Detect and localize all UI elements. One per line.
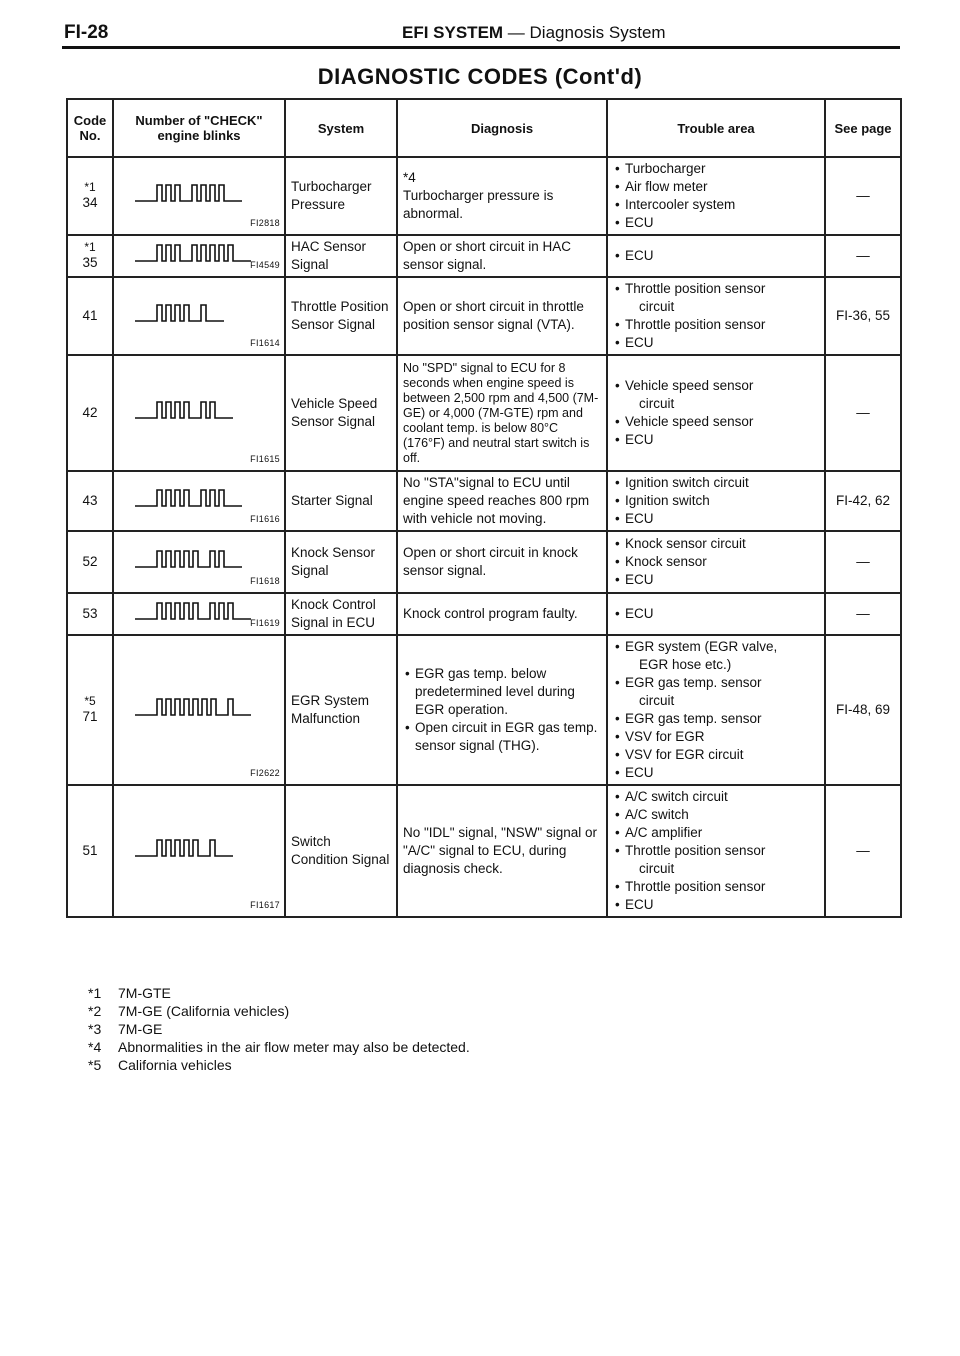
diagnosis-text: Open or short circuit in HAC sensor signal. [403, 239, 572, 272]
code-note: *5 [84, 693, 96, 708]
footnote-key: *3 [88, 1021, 102, 1037]
blink-cell [113, 355, 285, 471]
figure-id: FI1615 [250, 454, 280, 464]
diagnosis-cell [397, 471, 607, 531]
trouble-area-cell [607, 785, 825, 917]
figure-id: FI1614 [250, 338, 280, 348]
trouble-area-cell [607, 593, 825, 635]
code-number: 43 [82, 493, 98, 508]
diagnosis-list [403, 665, 601, 755]
trouble-area-cell [607, 635, 825, 785]
trouble-item: • A/C switch circuit [613, 788, 819, 806]
diagnosis-text: Open or short circuit in knock sensor signal. [403, 545, 578, 578]
code-number: 42 [82, 405, 98, 420]
trouble-item: • Knock sensor [613, 553, 819, 571]
diagnosis-text: No "IDL" signal, "NSW" signal or "A/C" signal to ECU, during diagnosis check. [403, 825, 597, 876]
trouble-item: circuit [639, 299, 675, 314]
system-cell: HAC Sensor Signal [285, 235, 397, 277]
system-cell: EGR System Malfunction [285, 635, 397, 785]
see-page-cell: FI-36, 55 [825, 277, 901, 355]
trouble-item: EGR hose etc.) [639, 657, 732, 672]
code-number: 41 [82, 308, 98, 323]
diagnosis-text: No "STA"signal to ECU until engine speed reaches 800 rpm with vehicle not moving. [403, 475, 590, 526]
footnote-text: 7M-GTE [118, 985, 171, 1001]
trouble-item: • Throttle position sensor [613, 280, 819, 298]
trouble-list [613, 535, 819, 589]
see-page-cell: — [825, 355, 901, 471]
trouble-area-cell [607, 355, 825, 471]
page-title: DIAGNOSTIC CODES (Cont'd) [317, 64, 643, 89]
trouble-item: • Ignition switch circuit [613, 474, 819, 492]
figure-id: FI1617 [250, 900, 280, 910]
trouble-item: • ECU [613, 431, 819, 449]
trouble-area-cell [607, 157, 825, 235]
system-cell: Turbocharger Pressure [285, 157, 397, 235]
trouble-list [613, 247, 819, 265]
figure-id: FI1618 [250, 576, 280, 586]
footnote-text: Abnormalities in the air flow meter may also be detected. [118, 1039, 470, 1055]
col-blinks: Number of "CHECK" engine blinks [113, 99, 285, 157]
trouble-area-cell [607, 235, 825, 277]
diagnosis-cell [397, 593, 607, 635]
blink-cell [113, 593, 285, 635]
blink-cell [113, 635, 285, 785]
trouble-item: • ECU [613, 214, 819, 232]
subsection-name: — Diagnosis System [503, 23, 666, 42]
trouble-item: • Throttle position sensor [613, 878, 819, 896]
blink-cell [113, 157, 285, 235]
trouble-list [613, 377, 819, 449]
diagnosis-text: Open or short circuit in throttle position sensor signal (VTA). [403, 299, 584, 332]
code-number: 53 [82, 606, 98, 621]
blink-pattern-icon [133, 484, 283, 510]
blink-pulse-line [135, 699, 251, 715]
diagnosis-text: Knock control program faulty. [403, 606, 578, 621]
trouble-item: • ECU [613, 510, 819, 528]
code-cell [67, 157, 113, 235]
system-cell: Knock Sensor Signal [285, 531, 397, 593]
trouble-item: • ECU [613, 605, 819, 623]
trouble-list [613, 160, 819, 232]
trouble-item: • ECU [613, 764, 819, 782]
diagnosis-cell [397, 531, 607, 593]
blink-pulse-line [135, 402, 233, 418]
trouble-item: • Throttle position sensor [613, 842, 819, 860]
figure-id: FI4549 [250, 260, 280, 270]
see-page-cell: — [825, 531, 901, 593]
blink-pattern-icon [133, 834, 283, 860]
trouble-area-cell [607, 531, 825, 593]
see-page-cell: FI-42, 62 [825, 471, 901, 531]
trouble-item: • ECU [613, 247, 819, 265]
trouble-item: • VSV for EGR circuit [613, 746, 819, 764]
diagnosis-text: No "SPD" signal to ECU for 8 seconds when engine speed is between 2,500 rpm and 4,500 (7M-GE) or 4,000 (7M-GTE) rpm and coolant temp. is below 80°C (176°F) and neutral start switch is off. [403, 360, 599, 465]
trouble-list [613, 605, 819, 623]
code-number: 34 [82, 194, 98, 210]
footnote-key: *5 [88, 1057, 102, 1073]
blink-pattern-icon [133, 179, 283, 205]
trouble-item: • Turbocharger [613, 160, 819, 178]
blink-pulse-line [135, 305, 224, 321]
system-cell: Knock Control Signal in ECU [285, 593, 397, 635]
trouble-item: • EGR gas temp. sensor [613, 710, 819, 728]
footnote [88, 1038, 470, 1056]
footnote-text: California vehicles [118, 1057, 232, 1073]
trouble-item: • Throttle position sensor [613, 316, 819, 334]
footnote [88, 1056, 470, 1074]
trouble-item: • EGR gas temp. sensor [613, 674, 819, 692]
code-cell [67, 235, 113, 277]
table-row [67, 355, 901, 471]
trouble-list [613, 474, 819, 528]
trouble-area-cell [607, 277, 825, 355]
see-page-cell: — [825, 235, 901, 277]
diagnosis-note: *4 [403, 170, 416, 185]
table-row [67, 277, 901, 355]
figure-id: FI1616 [250, 514, 280, 524]
table-row [67, 531, 901, 593]
see-page-cell: — [825, 157, 901, 235]
footnote-key: *4 [88, 1039, 102, 1055]
see-page-cell: — [825, 593, 901, 635]
diagnosis-cell [397, 235, 607, 277]
diagnosis-cell [397, 635, 607, 785]
trouble-item: • VSV for EGR [613, 728, 819, 746]
trouble-item: • Vehicle speed sensor [613, 413, 819, 431]
blink-cell [113, 785, 285, 917]
page-header [62, 18, 900, 49]
trouble-item: • Vehicle speed sensor [613, 377, 819, 395]
code-note: *1 [84, 179, 96, 194]
trouble-area-cell [607, 471, 825, 531]
code-cell [67, 785, 113, 917]
diagnosis-cell [397, 157, 607, 235]
blink-pulse-line [135, 551, 242, 567]
trouble-item: • A/C switch [613, 806, 819, 824]
code-cell [67, 471, 113, 531]
see-page-cell: — [825, 785, 901, 917]
code-cell [67, 531, 113, 593]
table-row [67, 157, 901, 235]
diagnosis-cell [397, 277, 607, 355]
footnote [88, 1002, 470, 1020]
blink-pattern-icon [133, 693, 283, 719]
trouble-item: circuit [639, 861, 675, 876]
blink-pulse-line [135, 840, 233, 856]
system-cell: Switch Condition Signal [285, 785, 397, 917]
code-number: 52 [82, 554, 98, 569]
code-number: 35 [82, 254, 98, 270]
blink-pattern-icon [133, 396, 283, 422]
blink-cell [113, 531, 285, 593]
table-header-row [67, 99, 901, 157]
page-number: FI-28 [64, 22, 109, 43]
table-row [67, 593, 901, 635]
diagnosis-text: Turbocharger pressure is abnormal. [403, 188, 554, 221]
system-cell: Starter Signal [285, 471, 397, 531]
blink-pattern-icon [133, 545, 283, 571]
trouble-list [613, 638, 819, 782]
blink-pulse-line [135, 185, 242, 201]
code-cell [67, 635, 113, 785]
trouble-list [613, 280, 819, 352]
col-system: System [285, 99, 397, 157]
col-code: Code No. [67, 99, 113, 157]
col-trouble-area: Trouble area [607, 99, 825, 157]
footnote-key: *1 [88, 985, 102, 1001]
blink-cell [113, 277, 285, 355]
trouble-item: circuit [639, 396, 675, 411]
diagnosis-item: • EGR gas temp. below predetermined level during EGR operation. [403, 665, 601, 719]
diagnosis-cell [397, 785, 607, 917]
code-number: 51 [82, 843, 98, 858]
code-number: 71 [82, 708, 98, 724]
footnote [88, 1020, 470, 1038]
trouble-item: • Ignition switch [613, 492, 819, 510]
blink-pattern-icon [133, 299, 283, 325]
code-note: *1 [84, 239, 96, 254]
footnote-key: *2 [88, 1003, 102, 1019]
trouble-item: • A/C amplifier [613, 824, 819, 842]
figure-id: FI2818 [250, 218, 280, 228]
see-page-cell: FI-48, 69 [825, 635, 901, 785]
section-title [402, 23, 666, 43]
code-cell [67, 355, 113, 471]
figure-id: FI2622 [250, 768, 280, 778]
col-see-page: See page [825, 99, 901, 157]
trouble-list [613, 788, 819, 914]
code-cell [67, 593, 113, 635]
diagnostic-codes-table [66, 98, 902, 918]
footnote-text: 7M-GE (California vehicles) [118, 1003, 290, 1019]
footnote-text: 7M-GE [118, 1021, 163, 1037]
trouble-item: • ECU [613, 571, 819, 589]
trouble-item: • Knock sensor circuit [613, 535, 819, 553]
trouble-item: • Air flow meter [613, 178, 819, 196]
table-row [67, 235, 901, 277]
blink-cell [113, 235, 285, 277]
figure-id: FI1619 [250, 618, 280, 628]
system-cell: Vehicle Speed Sensor Signal [285, 355, 397, 471]
system-cell: Throttle Position Sensor Signal [285, 277, 397, 355]
table-row [67, 785, 901, 917]
footnotes [88, 984, 470, 1074]
footnote [88, 984, 470, 1002]
blink-pulse-line [135, 490, 242, 506]
table-row [67, 471, 901, 531]
trouble-item: circuit [639, 693, 675, 708]
blink-cell [113, 471, 285, 531]
code-cell [67, 277, 113, 355]
section-name: EFI SYSTEM [402, 23, 504, 42]
blink-pulse-line [135, 245, 251, 261]
col-diagnosis: Diagnosis [397, 99, 607, 157]
diagnosis-item: • Open circuit in EGR gas temp. sensor signal (THG). [403, 719, 601, 755]
trouble-item: • ECU [613, 896, 819, 914]
trouble-item: • ECU [613, 334, 819, 352]
trouble-item: • EGR system (EGR valve, [613, 638, 819, 656]
trouble-item: • Intercooler system [613, 196, 819, 214]
table-row [67, 635, 901, 785]
blink-pulse-line [135, 603, 251, 619]
diagnosis-cell [397, 355, 607, 471]
